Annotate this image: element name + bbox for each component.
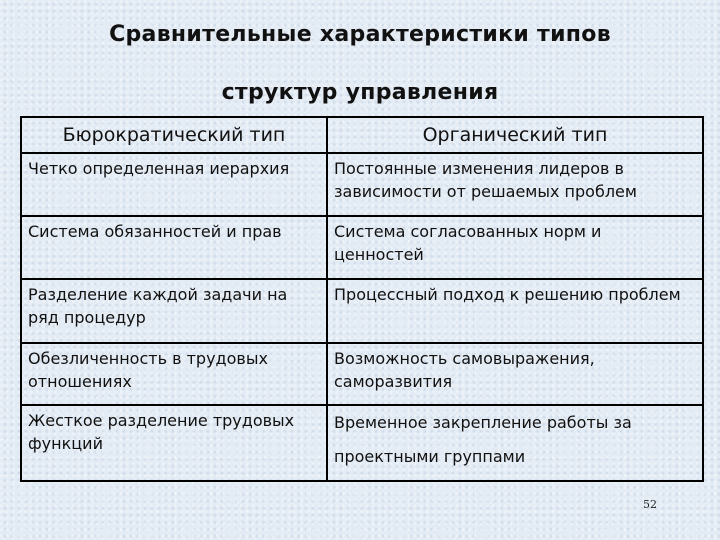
title-line-1: Сравнительные характеристики типов [109, 22, 611, 47]
organic-cell: Процессный подход к решению проблем [327, 279, 703, 343]
header-organic-type: Органический тип [327, 117, 703, 153]
organic-cell: Возможность самовыражения, саморазвития [327, 343, 703, 405]
table-row [21, 153, 703, 216]
bureaucratic-cell: Система обязанностей и прав [21, 216, 327, 279]
comparison-table [20, 116, 704, 482]
bureaucratic-cell: Обезличенность в трудовых отношениях [21, 343, 327, 405]
title-line-2: структур управления [221, 80, 499, 105]
table-row [21, 279, 703, 343]
organic-cell: Система согласованных норм и ценностей [327, 216, 703, 279]
table-row [21, 343, 703, 405]
table-header-row [21, 117, 703, 153]
bureaucratic-cell: Четко определенная иерархия [21, 153, 327, 216]
bureaucratic-cell: Жесткое разделение трудовых функций [21, 405, 327, 481]
header-bureaucratic-type: Бюрократический тип [21, 117, 327, 153]
organic-cell: Временное закрепление работы за проектными группами [327, 405, 703, 481]
table-row [21, 216, 703, 279]
page-number: 52 [643, 498, 657, 511]
bureaucratic-cell: Разделение каждой задачи на ряд процедур [21, 279, 327, 343]
organic-cell: Постоянные изменения лидеров в зависимости от решаемых проблем [327, 153, 703, 216]
table-row [21, 405, 703, 481]
